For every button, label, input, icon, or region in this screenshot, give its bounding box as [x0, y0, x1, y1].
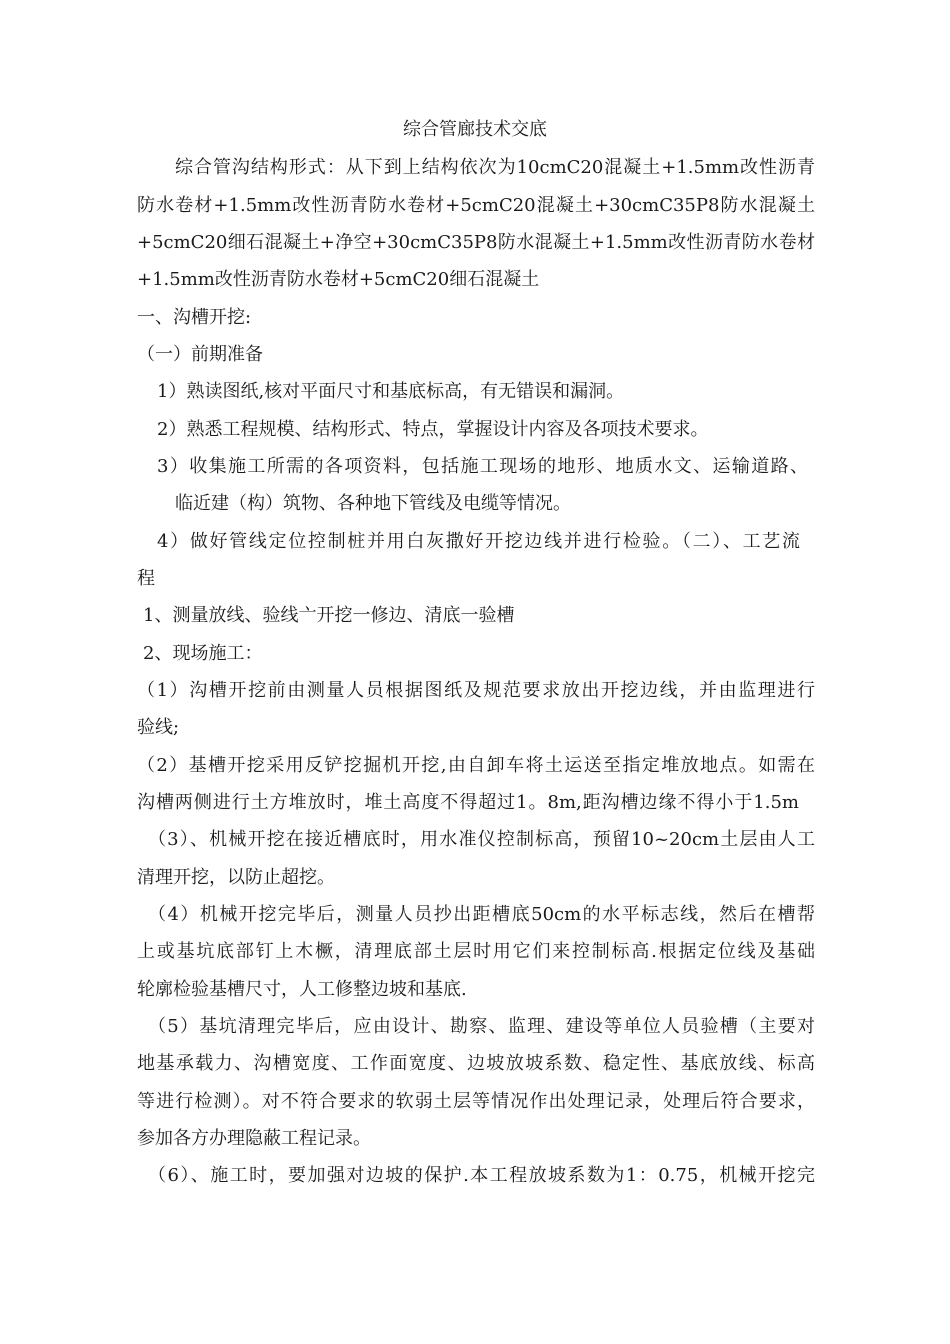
paragraph-line: （3）、机械开挖在接近槽底时，用水准仪控制标高，预留10~20cm土层由人工	[148, 829, 815, 850]
subsection-heading: （一）前期准备	[137, 344, 263, 365]
section-heading: 2、现场施工：	[143, 643, 263, 664]
paragraph-line: 参加各方办理隐蔽工程记录。	[137, 1128, 371, 1149]
paragraph-line: +5cmC20细石混凝土+净空+30cmC35P8防水混凝土+1.5mm改性沥青防水卷材	[137, 232, 815, 253]
paragraph-line: 防水卷材+1.5mm改性沥青防水卷材+5cmC20混凝土+30cmC35P8防水混凝土	[137, 195, 815, 216]
paragraph-line: 沟槽两侧进行土方堆放时，堆土高度不得超过1。8m,距沟槽边缘不得小于1.5m	[137, 792, 799, 813]
paragraph-line: 综合管沟结构形式：从下到上结构依次为10cmC20混凝土+1.5mm改性沥青	[175, 157, 815, 178]
paragraph-line: 等进行检测）。对不符合要求的软弱土层等情况作出处理记录，处理后符合要求，	[137, 1091, 815, 1112]
paragraph-line: （2）基槽开挖采用反铲挖掘机开挖,由自卸车将土运送至指定堆放地点。如需在	[137, 755, 815, 776]
paragraph-line: 地基承载力、沟槽宽度、工作面宽度、边坡放坡系数、稳定性、基底放线、标高	[137, 1053, 815, 1074]
section-heading: 一、沟槽开挖:	[137, 307, 252, 328]
paragraph-line: 上或基坑底部钉上木橛，清理底部土层时用它们来控制标高.根据定位线及基础	[137, 941, 815, 962]
list-item: 3）收集施工所需的各项资料，包括施工现场的地形、地质水文、运输道路、	[157, 456, 808, 477]
paragraph-line: 验线;	[137, 717, 180, 738]
list-item-continuation: 程	[137, 568, 155, 589]
paragraph-line: 轮廓检验基槽尺寸，人工修整边坡和基底.	[137, 979, 467, 1000]
list-item-continuation: 临近建（构）筑物、各种地下管线及电缆等情况。	[175, 493, 571, 514]
paragraph-line: 清理开挖，以防止超挖。	[137, 867, 335, 888]
paragraph-line: +1.5mm改性沥青防水卷材+5cmC20细石混凝土	[137, 269, 540, 290]
paragraph-line: （1）沟槽开挖前由测量人员根据图纸及规范要求放出开挖边线，并由监理进行	[137, 680, 815, 701]
paragraph-line: （4）机械开挖完毕后，测量人员抄出距槽底50cm的水平标志线，然后在槽帮	[148, 904, 815, 925]
document-title: 综合管廊技术交底	[403, 119, 547, 140]
paragraph-line: （5）基坑清理完毕后，应由设计、勘察、监理、建设等单位人员验槽（主要对	[148, 1016, 815, 1037]
list-item: 1）熟读图纸,核对平面尺寸和基底标高，有无错误和漏洞。	[157, 381, 625, 402]
process-flow-line: 1、测量放线、验线亠开挖一修边、清底一验槽	[143, 605, 515, 626]
list-item: 2）熟悉工程规模、结构形式、特点，掌握设计内容及各项技术要求。	[157, 419, 709, 440]
paragraph-line: （6）、施工时，要加强对边坡的保护.本工程放坡系数为1：0.75，机械开挖完	[148, 1165, 815, 1186]
list-item: 4）做好管线定位控制桩并用白灰撒好开挖边线并进行检验。（二）、工艺流	[157, 531, 800, 552]
